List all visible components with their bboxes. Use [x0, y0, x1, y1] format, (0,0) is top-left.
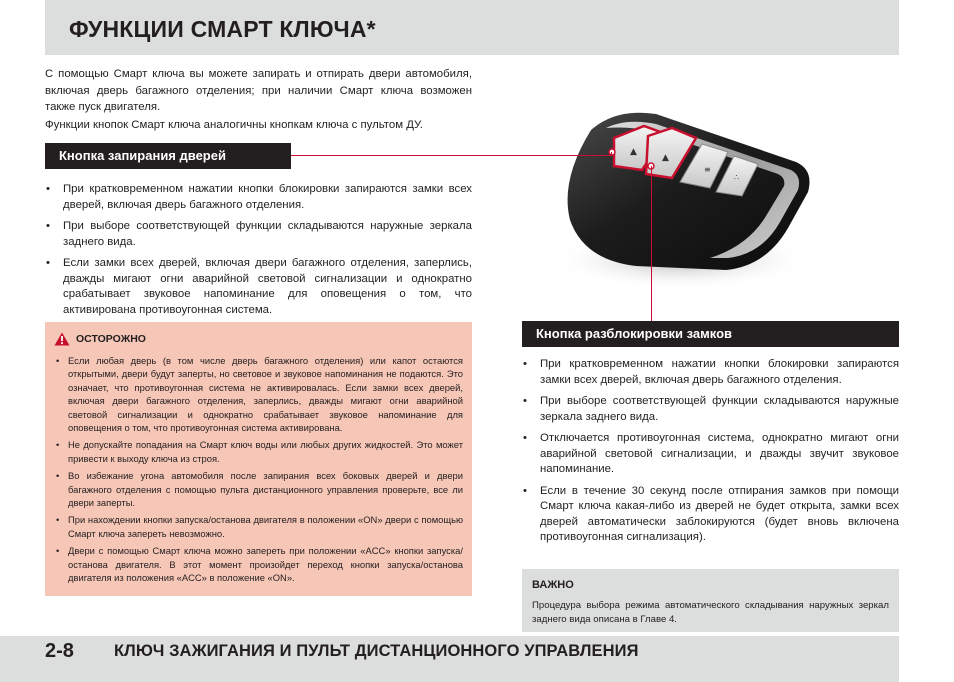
smart-key-image	[496, 70, 899, 318]
caution-box	[45, 322, 472, 596]
page-title: ФУНКЦИИ СМАРТ КЛЮЧА*	[69, 16, 376, 42]
chapter-title: КЛЮЧ ЗАЖИГАНИЯ И ПУЛЬТ ДИСТАНЦИОННОГО УПРАВЛЕНИЯ	[114, 642, 639, 660]
important-text: Процедура выбора режима автоматического складывания наружных зеркал заднего вида описана в Главе 4.	[532, 600, 889, 625]
intro-paragraph: С помощью Смарт ключа вы можете запирать и отпирать двери автомобиля, включая дверь багажного отделения; при наличии Смарт ключа возможен также пуск двигателя.	[45, 68, 472, 113]
list-item: • Если замки всех дверей, включая двери багажного отделения, заперлись, дважды мигают огни аварийной световой сигнализации и однократно срабатывает звуковое напоминание для оповещения о том, что активирована противоугонная система.	[45, 256, 472, 318]
list-item: • Если любая дверь (в том числе дверь багажного отделения) или капот остаются открытыми, двери будут заперты, но световое и звуковое напоминания не подаются. Это означает, что противоугонная система не активировалась. Если замки всех дверей, включая двери багажного отделения, заперлись, дважды мигают огни аварийной световой сигнализации и однократно срабатывает звуковое напоминание для оповещения о том, что противоугонная система активирована.	[54, 354, 463, 434]
caution-list	[54, 354, 463, 585]
svg-text:≡: ≡	[704, 165, 711, 174]
list-item: • Двери с помощью Смарт ключа можно запереть при положении «ACC» кнопки запуска/останова двигателя. В этот момент произойдет переход кнопки запуска/останова двигателя из положения «ACC» в положение «ON».	[54, 544, 463, 584]
list-item: • При кратковременном нажатии кнопки блокировки запираются замки всех дверей, включая дверь багажного отделения.	[45, 182, 472, 213]
lock-callout-line	[291, 155, 612, 156]
lock-callout-tick	[611, 152, 612, 156]
svg-text:▲: ▲	[662, 153, 669, 163]
lock-section-heading: Кнопка запирания дверей	[45, 143, 291, 169]
unlock-section-heading: Кнопка разблокировки замков	[522, 321, 899, 347]
list-item: • При нахождении кнопки запуска/останова двигателя в положении «ON» двери с помощью Смарт ключа запереть невозможно.	[54, 513, 463, 540]
unlock-list	[522, 357, 899, 552]
title-bar	[45, 0, 899, 55]
list-item: • Не допускайте попадания на Смарт ключ воды или любых других жидкостей. Это может привести к выходу ключа из строя.	[54, 438, 463, 465]
list-item: • При кратковременном нажатии кнопки блокировки запираются замки всех дверей, включая дверь багажного отделения.	[522, 357, 899, 388]
list-item: • Если в течение 30 секунд после отпирания замков при помощи Смарт ключа какая-либо из дверей не будет открыта, замки всех дверей автоматически заблокируются (будет вновь включена противоугонная сигнализация).	[522, 484, 899, 546]
svg-text:▲: ▲	[630, 147, 637, 157]
list-item: • При выборе соответствующей функции складываются наружные зеркала заднего вида.	[522, 394, 899, 425]
list-item: • Отключается противоугонная система, однократно мигают огни аварийной световой сигнализации, и дважды звучит звуковое напоминание.	[522, 431, 899, 478]
lock-list	[45, 182, 472, 324]
unlock-callout-line	[651, 166, 652, 321]
smart-key-photo	[496, 70, 899, 318]
page-number: 2-8	[45, 640, 74, 662]
intro-note: Функции кнопок Смарт ключа аналогичны кнопкам ключа с пультом ДУ.	[45, 119, 423, 131]
caution-header	[54, 332, 463, 346]
warning-triangle-icon	[54, 332, 70, 346]
list-item: • Во избежание угона автомобиля после запирания всех боковых дверей и двери багажного отделения с помощью пульта дистанционного управления проверьте, все ли двери заперты.	[54, 469, 463, 509]
caution-title: ОСТОРОЖНО	[76, 333, 146, 345]
important-box	[522, 569, 899, 632]
list-item: • При выборе соответствующей функции складываются наружные зеркала заднего вида.	[45, 219, 472, 250]
footer-bar	[0, 636, 899, 682]
svg-text:∴: ∴	[734, 173, 740, 182]
important-title: ВАЖНО	[532, 579, 574, 591]
